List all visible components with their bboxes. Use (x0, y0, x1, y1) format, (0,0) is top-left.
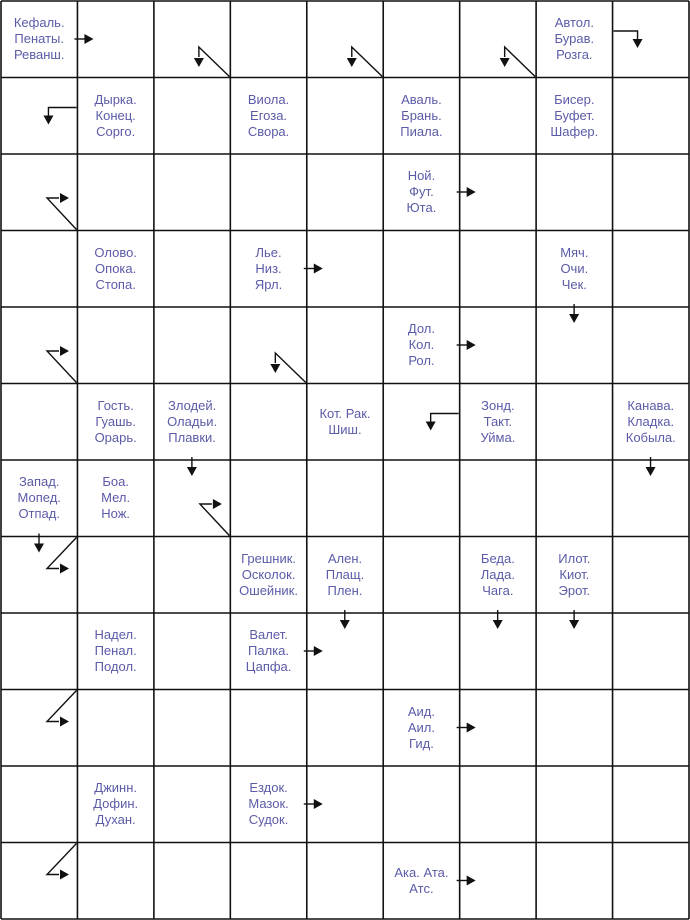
clue-cell (77, 766, 153, 843)
answer-cell[interactable] (383, 537, 459, 614)
answer-cell[interactable] (1, 766, 77, 843)
answer-cell[interactable] (536, 690, 612, 767)
clue-text (613, 398, 689, 446)
clue-line: Мазок. (248, 796, 289, 811)
clue-cell (1, 1, 77, 78)
clue-line: Шафер. (550, 123, 599, 139)
clue-line: Дофин. (93, 796, 139, 811)
answer-cell[interactable] (230, 307, 306, 384)
clue-text (230, 92, 306, 140)
answer-cell[interactable] (536, 843, 612, 920)
answer-cell[interactable] (383, 1, 459, 78)
clue-line: Шиш. (328, 421, 362, 437)
answer-cell[interactable] (77, 1, 153, 78)
clue-line: Уйма. (480, 429, 516, 445)
clue-text (1, 474, 77, 522)
clue-line: Опока. (95, 260, 137, 276)
answer-cell[interactable] (613, 537, 689, 614)
clue-text (154, 398, 230, 446)
clue-line: Киот. (559, 566, 590, 582)
clue-cell (77, 384, 153, 461)
clue-line: Ной. (407, 168, 436, 183)
clue-cell (1, 460, 77, 537)
clue-text (77, 627, 153, 675)
answer-cell[interactable] (77, 307, 153, 384)
clue-cell (230, 766, 306, 843)
clue-text (383, 321, 459, 369)
clue-line: Виола. (247, 91, 290, 107)
clue-line: Кладка. (627, 413, 675, 429)
clue-line: Запад. (18, 474, 60, 489)
clue-line: Лье. (255, 244, 282, 260)
clue-line: Судок. (248, 812, 289, 827)
clue-text (77, 780, 153, 828)
clue-line: Ален. (327, 550, 363, 566)
clue-cell (613, 384, 689, 461)
clue-line: Автол. (554, 15, 594, 30)
answer-cell[interactable] (77, 537, 153, 614)
clue-text (1, 15, 77, 63)
clue-line: Олово. (94, 244, 137, 260)
clue-line: Нож. (101, 506, 131, 521)
clue-cell (383, 154, 459, 231)
answer-cell[interactable] (230, 154, 306, 231)
answer-cell[interactable] (1, 154, 77, 231)
answer-cell[interactable] (230, 384, 306, 461)
answer-cell[interactable] (230, 1, 306, 78)
clue-line: Мяч. (560, 244, 589, 260)
clue-line: Лада. (480, 566, 515, 582)
clue-line: Гуашь. (95, 413, 136, 429)
answer-cell[interactable] (307, 307, 383, 384)
clue-text (536, 92, 612, 140)
clue-line: Осколок. (241, 566, 296, 582)
answer-cell[interactable] (1, 843, 77, 920)
clue-line: Оладьи. (167, 413, 218, 429)
clue-line: Рол. (408, 353, 435, 368)
clue-line: Буфет. (554, 107, 595, 123)
answer-cell[interactable] (1, 537, 77, 614)
clue-line: Дол. (407, 321, 435, 336)
answer-cell[interactable] (307, 843, 383, 920)
answer-cell[interactable] (307, 690, 383, 767)
clue-line: Бисер. (554, 91, 595, 107)
clue-text (77, 245, 153, 293)
clue-text (383, 168, 459, 216)
answer-cell[interactable] (307, 613, 383, 690)
clue-line: Плен. (327, 582, 363, 598)
answer-cell[interactable] (460, 78, 536, 155)
clue-line: Мопед. (17, 490, 61, 505)
answer-cell[interactable] (1, 307, 77, 384)
clue-cell (307, 384, 383, 461)
clue-line: Реванш. (13, 47, 65, 62)
clue-line: Мел. (101, 490, 131, 505)
clue-line: Пенаты. (14, 31, 65, 46)
answer-cell[interactable] (154, 1, 230, 78)
clue-cell (77, 231, 153, 308)
clue-text (536, 245, 612, 293)
clue-cell (536, 78, 612, 155)
clue-line: Такт. (483, 413, 513, 429)
clue-cell (536, 231, 612, 308)
clue-line: Плащ. (325, 566, 365, 582)
clue-text (383, 704, 459, 752)
answer-cell[interactable] (154, 843, 230, 920)
clue-line: Духан. (95, 812, 136, 827)
answer-cell[interactable] (307, 231, 383, 308)
answer-cell[interactable] (460, 613, 536, 690)
answer-cell[interactable] (613, 307, 689, 384)
answer-cell[interactable] (613, 460, 689, 537)
clue-line: Валет. (249, 627, 288, 642)
clue-cell (460, 384, 536, 461)
answer-cell[interactable] (536, 613, 612, 690)
answer-cell[interactable] (613, 843, 689, 920)
clue-line: Фут. (409, 184, 434, 199)
answer-cell[interactable] (613, 78, 689, 155)
answer-cell[interactable] (460, 307, 536, 384)
answer-cell[interactable] (154, 307, 230, 384)
clue-cell (230, 613, 306, 690)
answer-cell[interactable] (1, 78, 77, 155)
clue-line: Конец. (95, 107, 136, 123)
answer-cell[interactable] (536, 154, 612, 231)
clue-line: Дырка. (94, 91, 137, 107)
clue-line: Джинн. (94, 780, 138, 795)
clue-line: Пиала. (400, 123, 443, 139)
clue-line: Подол. (94, 659, 137, 674)
clue-text (77, 92, 153, 140)
answer-cell[interactable] (154, 613, 230, 690)
answer-cell[interactable] (1, 690, 77, 767)
clue-text (536, 551, 612, 599)
clue-line: Чага. (482, 582, 514, 598)
answer-cell[interactable] (307, 766, 383, 843)
answer-cell[interactable] (307, 1, 383, 78)
clue-line: Илот. (558, 550, 591, 566)
answer-cell[interactable] (307, 78, 383, 155)
answer-cell[interactable] (307, 460, 383, 537)
clue-cell (536, 537, 612, 614)
clue-line: Боа. (102, 474, 129, 489)
clue-text (383, 865, 459, 897)
clue-text (536, 15, 612, 63)
answer-cell[interactable] (77, 690, 153, 767)
clue-line: Цапфа. (245, 659, 292, 674)
clue-line: Ака. Ата. (394, 864, 449, 880)
answer-cell[interactable] (230, 460, 306, 537)
clue-line: Злодей. (167, 397, 217, 413)
answer-cell[interactable] (154, 690, 230, 767)
answer-cell[interactable] (460, 460, 536, 537)
answer-cell[interactable] (154, 78, 230, 155)
clue-line: Ездок. (249, 780, 288, 795)
clue-line: Стопа. (95, 276, 136, 292)
clue-line: Плавки. (168, 429, 216, 445)
answer-cell[interactable] (613, 613, 689, 690)
clue-cell (383, 307, 459, 384)
clue-text (77, 398, 153, 446)
answer-cell[interactable] (383, 231, 459, 308)
answer-cell[interactable] (1, 613, 77, 690)
clue-cell (77, 613, 153, 690)
clue-text (307, 551, 383, 599)
clue-cell (230, 78, 306, 155)
answer-cell[interactable] (536, 384, 612, 461)
clue-cell (230, 537, 306, 614)
clue-line: Пенал. (94, 643, 137, 658)
clue-cell (536, 1, 612, 78)
answer-cell[interactable] (460, 766, 536, 843)
clue-line: Чек. (561, 276, 587, 292)
answer-cell[interactable] (154, 154, 230, 231)
clue-line: Зонд. (481, 397, 515, 413)
clue-text (307, 406, 383, 438)
clue-cell (307, 537, 383, 614)
clue-cell (230, 231, 306, 308)
answer-cell[interactable] (613, 766, 689, 843)
clue-line: Беда. (480, 550, 515, 566)
answer-cell[interactable] (536, 307, 612, 384)
clue-line: Надел. (94, 627, 137, 642)
clue-line: Отпад. (18, 506, 60, 521)
clue-line: Гость. (97, 397, 134, 413)
clue-line: Розга. (556, 47, 593, 62)
clue-line: Ошейник. (239, 582, 298, 598)
answer-cell[interactable] (536, 460, 612, 537)
clue-line: Юта. (406, 200, 437, 215)
clue-line: Кот. Рак. (319, 405, 371, 421)
answer-cell[interactable] (613, 154, 689, 231)
clue-cell (77, 78, 153, 155)
answer-cell[interactable] (613, 690, 689, 767)
clue-text (230, 627, 306, 675)
answer-cell[interactable] (230, 690, 306, 767)
clue-line: Ярл. (254, 276, 283, 292)
clue-line: Низ. (255, 260, 282, 276)
answer-cell[interactable] (536, 766, 612, 843)
answer-cell[interactable] (383, 384, 459, 461)
clue-line: Кефаль. (13, 15, 65, 30)
answer-cell[interactable] (460, 1, 536, 78)
clue-line: Грешник. (241, 550, 297, 566)
clue-text (77, 474, 153, 522)
clue-line: Гид. (409, 735, 434, 751)
clue-line: Канава. (627, 397, 675, 413)
clue-line: Аид. (407, 703, 435, 719)
clue-line: Эрот. (558, 582, 591, 598)
answer-cell[interactable] (460, 690, 536, 767)
answer-cell[interactable] (154, 766, 230, 843)
clue-cell (460, 537, 536, 614)
clue-line: Очи. (560, 260, 589, 276)
clue-cell (383, 78, 459, 155)
answer-cell[interactable] (1, 384, 77, 461)
clue-line: Свора. (247, 123, 290, 139)
answer-cell[interactable] (154, 537, 230, 614)
answer-cell[interactable] (460, 843, 536, 920)
clue-line: Сорго. (96, 123, 136, 139)
answer-cell[interactable] (154, 460, 230, 537)
clue-line: Бурав. (554, 31, 595, 46)
answer-cell[interactable] (77, 154, 153, 231)
clue-line: Кол. (408, 337, 435, 352)
answer-cell[interactable] (230, 843, 306, 920)
answer-cell[interactable] (613, 231, 689, 308)
clue-line: Атс. (409, 880, 434, 896)
answer-cell[interactable] (77, 843, 153, 920)
clue-text (230, 780, 306, 828)
answer-cell[interactable] (460, 231, 536, 308)
clue-cell (383, 690, 459, 767)
clue-line: Брань. (401, 107, 442, 123)
answer-cell[interactable] (1, 231, 77, 308)
answer-cell[interactable] (307, 154, 383, 231)
clue-cell (383, 843, 459, 920)
clue-line: Аваль. (401, 91, 442, 107)
answer-cell[interactable] (460, 154, 536, 231)
clue-line: Палка. (248, 643, 290, 658)
clue-line: Орарь. (94, 429, 137, 445)
answer-cell[interactable] (383, 613, 459, 690)
answer-cell[interactable] (383, 460, 459, 537)
answer-cell[interactable] (383, 766, 459, 843)
clue-cell (77, 460, 153, 537)
clue-text (460, 551, 536, 599)
clue-line: Аил. (407, 719, 435, 735)
clue-cell (154, 384, 230, 461)
clue-line: Кобыла. (625, 429, 676, 445)
answer-cell[interactable] (154, 231, 230, 308)
clue-text (383, 92, 459, 140)
clue-line: Егоза. (250, 107, 288, 123)
clue-text (230, 551, 306, 599)
clue-text (230, 245, 306, 293)
clue-text (460, 398, 536, 446)
answer-cell[interactable] (613, 1, 689, 78)
